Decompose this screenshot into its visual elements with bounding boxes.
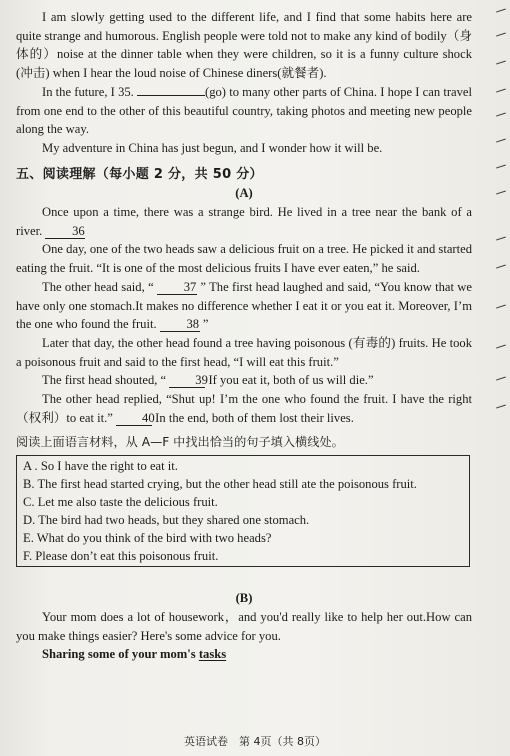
margin-tick (496, 60, 506, 64)
subheading: Sharing some of your mom's tasks (42, 647, 227, 662)
blank-35 (137, 95, 205, 96)
margin-tick (496, 8, 506, 12)
reading-paragraph: The other head said, “ 37 ” The first head laughed and said, “You know that we have only one stomach.It makes no difference whether I eat it or you eat it. Moreover, I’m the one who found the fruit. 38 ” (16, 279, 472, 332)
reading-paragraph: Once upon a time, there was a strange bird. He lived in a tree near the bank of a river. 36 (16, 205, 472, 238)
margin-tick (496, 164, 506, 168)
options-box (16, 455, 470, 567)
margin-tick (496, 344, 506, 348)
option-item: D. The bird had two heads, but they shared one stomach. (23, 513, 310, 528)
passage-paragraph: I am slowly getting used to the different life, and I find that some habits here are quite strange and humorous. English people were told not to make any kind of bodily（身体的）noise at the dinner table when they were children, so it is a funny culture shock (冲击) when I hear the loud noise of Chinese diners(就餐者). (16, 10, 472, 81)
option-item: A . So I have the right to eat it. (23, 459, 178, 474)
margin-tick (496, 264, 506, 268)
option-item: E. What do you think of the bird with two heads? (23, 531, 272, 546)
reading-paragraph: Your mom does a lot of housework，and you'd really like to help her out.How can you make things easier? Here's some advice for you. (16, 609, 472, 643)
margin-tick (496, 190, 506, 194)
part-b-label: (B) (235, 591, 253, 606)
passage-paragraph: My adventure in China has just begun, and I wonder how it will be. (42, 140, 383, 155)
page-content (16, 8, 472, 664)
option-item: C. Let me also taste the delicious fruit. (23, 495, 218, 510)
section-title: 五、阅读理解（每小题 2 分，共 50 分） (16, 166, 263, 182)
blank-36: 36 (45, 224, 85, 239)
margin-tick (496, 32, 506, 36)
reading-paragraph: The other head replied, “Shut up! I’m the one who found the fruit. I have the right（权利）to eat it.” 40 In the end, both of them lost their lives. (16, 392, 472, 425)
option-item: B. The first head started crying, but the other head still ate the poisonous fruit. (23, 477, 417, 492)
margin-tick-marks (492, 6, 508, 426)
reading-paragraph: One day, one of the two heads saw a delicious fruit on a tree. He picked it and started eating the fruit. “It is one of the most delicious fruits I have ever eaten,” he said. (16, 242, 472, 276)
blank-38: 38 (160, 317, 200, 332)
part-a-label: (A) (235, 186, 253, 201)
blank-39: 39 (169, 373, 205, 388)
margin-tick (496, 404, 506, 408)
margin-tick (496, 236, 506, 240)
margin-tick (496, 138, 506, 142)
blank-37: 37 (157, 280, 197, 295)
margin-tick (496, 376, 506, 380)
reading-paragraph: The first head shouted, “ 39 If you eat it, both of us will die.” (42, 373, 374, 388)
option-item: F. Please don’t eat this poisonous fruit. (23, 549, 219, 564)
passage-paragraph: In the future, I 35. (go) to many other parts of China. I hope I can travel from one end to the other of this beautiful country, taking photos and meeting new people along the way. (16, 84, 473, 137)
page-footer: 英语试卷 第 4页（共 8页） (184, 735, 326, 748)
blank-40: 40 (116, 411, 152, 426)
margin-tick (496, 88, 506, 92)
instruction-text: 阅读上面语言材料，从 A—F 中找出恰当的句子填入横线处。 (16, 435, 344, 450)
margin-tick (496, 304, 506, 308)
reading-paragraph: Later that day, the other head found a tree having poisonous (有毒的) fruits. He took a poisonous fruit and said to the first head, “I will eat this fruit.” (16, 335, 472, 369)
margin-tick (496, 112, 506, 116)
